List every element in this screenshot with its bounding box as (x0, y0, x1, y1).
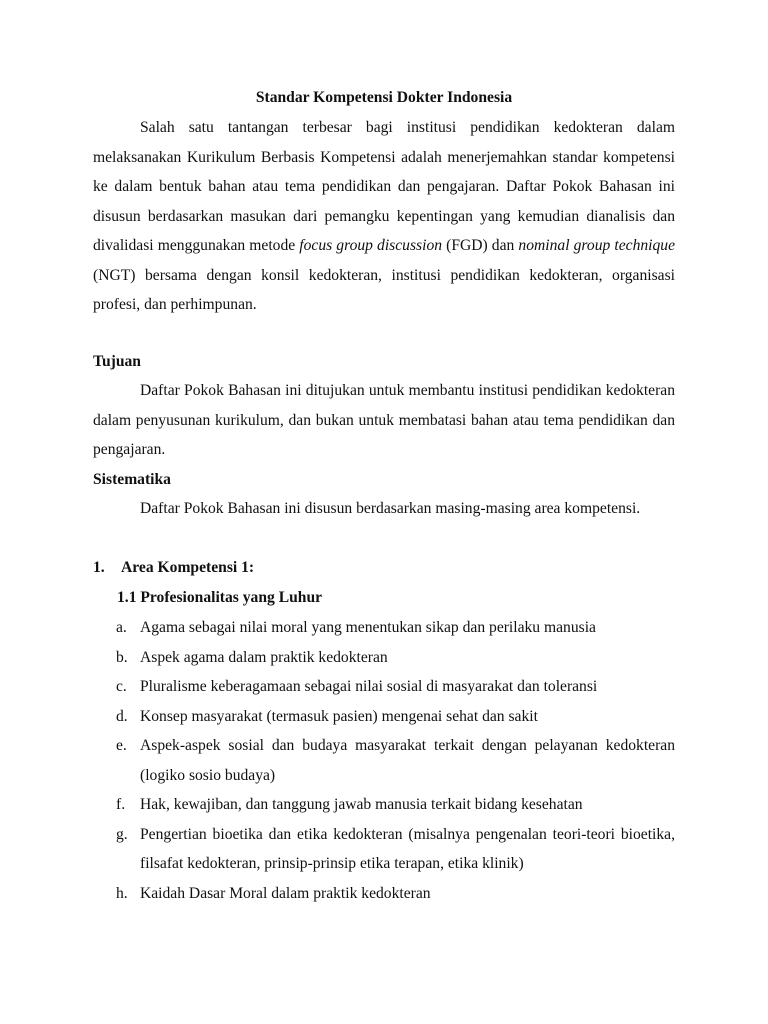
list-item (0, 731, 675, 790)
area-number: 1. (93, 559, 105, 576)
list-marker: g. (116, 825, 128, 843)
list-marker: b. (116, 648, 128, 666)
list-marker: f. (116, 796, 126, 813)
area-label: Area Kompetensi 1: (121, 559, 255, 576)
list-item (0, 643, 675, 673)
list-item-text: Pengertian bioetika dan etika kedokteran (misalnya pengenalan teori-teori bioetika, filsafat kedokteran, prinsip-prinsip etika terapan, etika klinik) (140, 825, 675, 872)
list-item-text: Aspek-aspek sosial dan budaya masyarakat terkait dengan pelayanan kedokteran (logiko sosio budaya) (140, 737, 675, 784)
tujuan-paragraph: Daftar Pokok Bahasan ini ditujukan untuk membantu institusi pendidikan kedokteran dalam penyusunan kurikulum, dan bukan untuk membatasi bahan atau tema pendidikan dan pengajaran. (93, 382, 675, 458)
list-marker: c. (116, 678, 127, 695)
list-marker: h. (116, 884, 128, 902)
list-item (0, 820, 675, 879)
sistematika-heading: Sistematika (93, 471, 171, 488)
document-title: Standar Kompetensi Dokter Indonesia (255, 89, 513, 106)
list-item-text: Aspek agama dalam praktik kedokteran (140, 648, 388, 666)
list-item (0, 702, 675, 732)
list-item-text: Kaidah Dasar Moral dalam praktik kedokteran (140, 884, 431, 902)
list-item-text: Agama sebagai nilai moral yang menentukan sikap dan perilaku manusia (140, 619, 596, 636)
subsection-heading: 1.1 Profesionalitas yang Luhur (117, 589, 323, 606)
area-kompetensi-heading (93, 553, 254, 583)
intro-text-end: (NGT) bersama dengan konsil kedokteran, institusi pendidikan kedokteran, organisasi profesi, dan perhimpunan. (93, 266, 675, 313)
intro-paragraph (93, 113, 675, 320)
intro-text-start: Salah satu tantangan terbesar bagi institusi pendidikan kedokteran dalam melaksanakan Kurikulum Berbasis Kompetensi adalah menerjemahkan standar kompetensi ke dalam bentuk bahan atau tema pendidikan dan pengajaran. Daftar Pokok Bahasan ini disusun berdasarkan masukan dari pemangku kepentingan yang kemudian dianalisis dan divalidasi menggunakan metode (93, 119, 675, 254)
tujuan-heading: Tujuan (93, 353, 141, 370)
ngt-term: nominal group technique (518, 237, 676, 254)
fgd-term: focus group discussion (299, 237, 443, 254)
list-item-text: Pluralisme keberagamaan sebagai nilai sosial di masyarakat dan toleransi (140, 678, 598, 695)
list-item-text: Konsep masyarakat (termasuk pasien) mengenai sehat dan sakit (140, 707, 538, 725)
list-marker: d. (116, 707, 128, 725)
list-item (0, 790, 675, 820)
sistematika-paragraph: Daftar Pokok Bahasan ini disusun berdasarkan masing-masing area kompetensi. (140, 500, 641, 517)
list-marker: e. (116, 737, 127, 754)
list-item-text: Hak, kewajiban, dan tanggung jawab manusia terkait bidang kesehatan (140, 796, 583, 813)
list-item (0, 613, 675, 643)
list-item (0, 879, 675, 909)
intro-text-middle: (FGD) dan (442, 237, 519, 254)
list-marker: a. (116, 619, 127, 636)
topic-list (0, 613, 768, 908)
list-item (0, 672, 675, 702)
